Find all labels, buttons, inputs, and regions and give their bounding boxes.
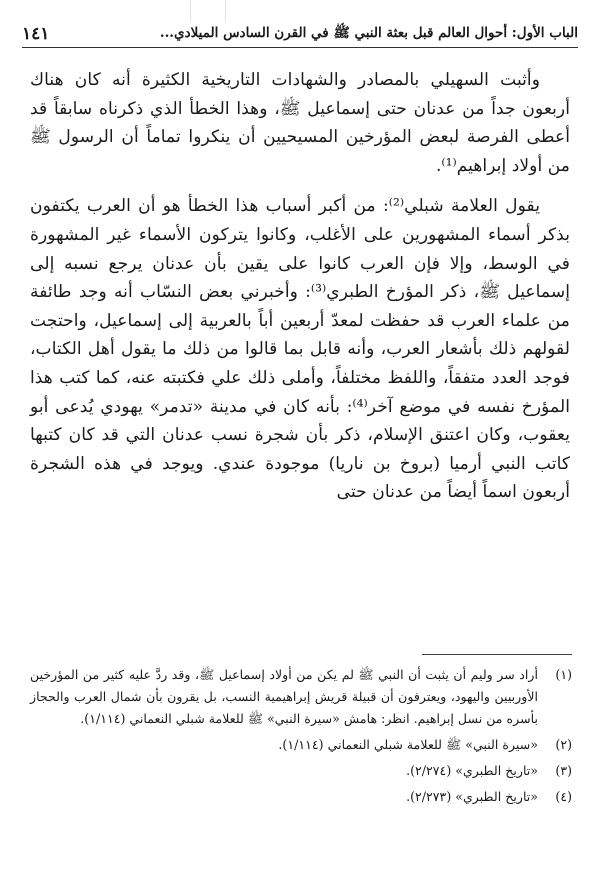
footnote-separator xyxy=(422,654,572,655)
footnote xyxy=(30,664,572,730)
footnote-text: «سيرة النبي» ﷺ للعلامة شبلي النعماني (١/١١٤). xyxy=(278,737,538,752)
running-header xyxy=(22,18,578,48)
footnote xyxy=(30,786,572,808)
footnote-text: أراد سر وليم أن يثبت أن النبي ﷺ لم يكن من أولاد إسماعيل ﷺ، وقد ردَّ عليه كثير من المؤرخين الأوربيين واليهود، ويعترفون أن قبيلة قريش إبراهيمية النسب، بل يقرون بأن شمال العرب والحجاز بأسره من نسل إبراهيم. انظر: هامش «سيرة النبي» ﷺ للعلامة شبلي النعماني (١/١١٤). xyxy=(30,667,538,726)
footnote xyxy=(30,760,572,782)
footnote xyxy=(30,734,572,756)
paragraph: وأثبت السهيلي بالمصادر والشهادات التاريخية الكثيرة أنه كان هناك أربعون جداً من عدنان حتى إسماعيل ﷺ، وهذا الخطأ الذي ذكرناه سابقاً قد أعطى الفرصة لبعض المؤرخين المسيحيين أن ينكروا تماماً أن الرسول ﷺ من أولاد إبراهيم⁽¹⁾. xyxy=(30,70,570,176)
chapter-title: الباب الأول: أحوال العالم قبل بعثة النبي ﷺ في القرن السادس الميلادي... xyxy=(159,25,578,41)
footnote-number: (١) xyxy=(555,667,572,682)
main-text xyxy=(30,66,570,507)
footnote-text: «تاريخ الطبري» (٢/٢٧٤). xyxy=(406,763,538,778)
footnote-text: «تاريخ الطبري» (٢/٢٧٣). xyxy=(406,789,538,804)
footnote-number: (٣) xyxy=(555,763,572,778)
footnotes xyxy=(30,664,572,812)
footnote-number: (٤) xyxy=(555,789,572,804)
paragraph: يقول العلامة شبلي⁽²⁾: من أكبر أسباب هذا الخطأ هو أن العرب يكتفون بذكر أسماء المشهورين على الأغلب، وكانوا يتركون الأسماء غير المشهورة في الوسط، وإلا فإن العرب كانوا على يقين بأن عدنان يرجع نسبه إلى إسماعيل ﷺ، ذكر المؤرخ الطبري⁽³⁾: وأخبرني بعض النسّاب أنه وجد طائفة من علماء العرب قد حفظت لمعدّ أربعين أباً بالعربية إلى إسماعيل، واحتجت لقولهم ذلك بأشعار العرب، وأنه قابل بما قالوا من ذلك ما يقول أهل الكتاب، فوجد العدد متفقاً، واللفظ مختلفاً، وأملى ذلك علي فكتبته عنه، كما كتب هذا المؤرخ نفسه في موضع آخر⁽⁴⁾: بأنه كان في مدينة «تدمر» يهودي يُدعى أبو يعقوب، وكان اعتنق الإسلام، ذكر بأن شجرة نسب عدنان التي قد كان كتبها كاتب النبي أرميا (بروخ بن ناريا) موجودة عندي. ويوجد في هذه الشجرة أربعون اسماً أيضاً من عدنان حتى xyxy=(30,196,571,503)
page-number: ١٤١ xyxy=(22,24,50,44)
footnote-number: (٢) xyxy=(555,737,572,752)
